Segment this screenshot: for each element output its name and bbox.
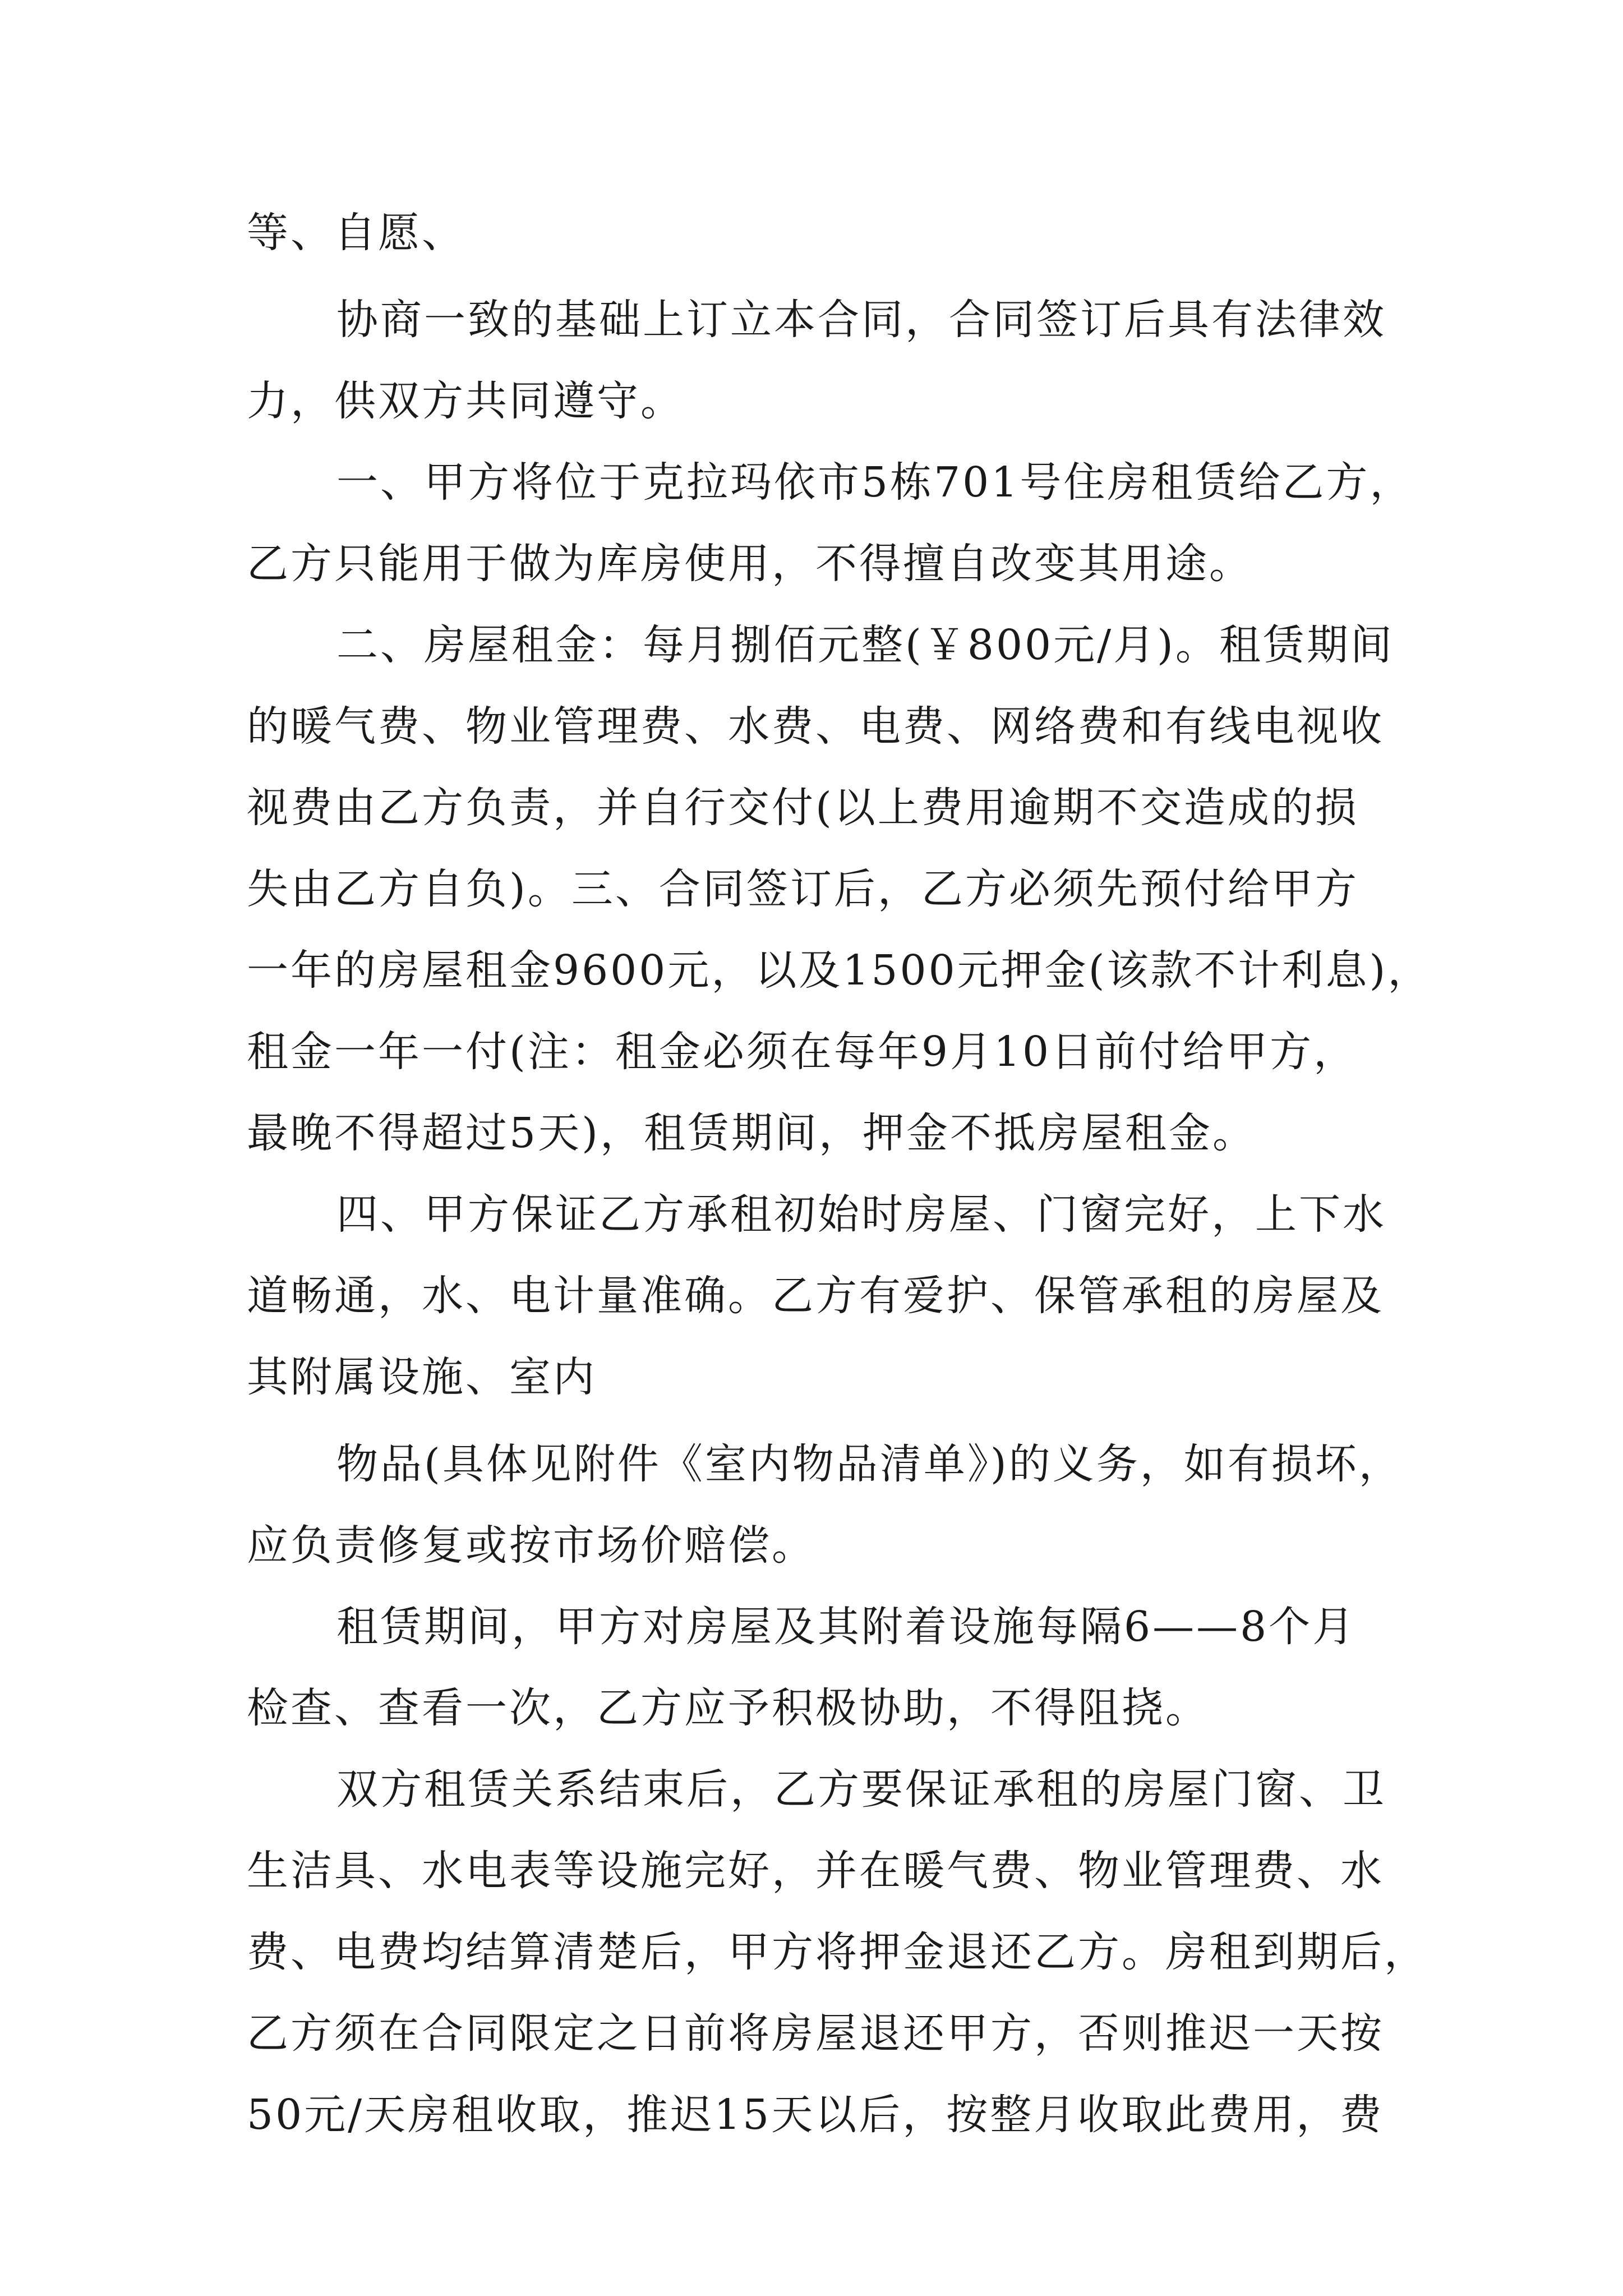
text-line: 二、房屋租金：每月捌佰元整(￥800元/月)。租赁期间: [336, 621, 1394, 669]
text-line: 道畅通，水、电计量准确。乙方有爱护、保管承租的房屋及: [247, 1272, 1384, 1320]
text-line: 50元/天房租收取，推迟15天以后，按整月收取此费用，费: [247, 2091, 1384, 2139]
text-line: 的暖气费、物业管理费、水费、电费、网络费和有线电视收: [247, 702, 1384, 751]
text-line: 一、甲方将位于克拉玛依市5栋701号住房租赁给乙方，: [336, 458, 1414, 507]
text-line: 应负责修复或按市场价赔偿。: [247, 1521, 815, 1570]
text-line: 四、甲方保证乙方承租初始时房屋、门窗完好，上下水: [336, 1190, 1386, 1239]
text-line: 一年的房屋租金9600元，以及1500元押金(该款不计利息)，: [247, 946, 1432, 995]
text-line: 视费由乙方负责，并自行交付(以上费用逾期不交造成的损: [247, 784, 1359, 832]
text-line: 力，供双方共同遵守。: [247, 377, 684, 425]
text-line: 生洁具、水电表等设施完好，并在暖气费、物业管理费、水: [247, 1847, 1384, 1895]
text-line: 乙方须在合同限定之日前将房屋退还甲方，否则推迟一天按: [247, 2009, 1384, 2058]
text-line: 物品(具体见附件《室内物品清单》)的义务，如有损坏，: [336, 1440, 1403, 1488]
text-line: 费、电费均结算清楚后，甲方将押金退还乙方。房租到期后，: [247, 1928, 1428, 1976]
text-line: 乙方只能用于做为库房使用，不得擅自改变其用途。: [247, 540, 1253, 588]
text-line: 其附属设施、室内: [247, 1353, 597, 1401]
text-line: 检查、查看一次，乙方应予积极协助，不得阻挠。: [247, 1684, 1209, 1732]
text-line: 协商一致的基础上订立本合同，合同签订后具有法律效: [336, 296, 1386, 344]
text-line: 等、自愿、: [247, 209, 465, 257]
text-line: 租赁期间，甲方对房屋及其附着设施每隔6——8个月: [336, 1603, 1357, 1651]
text-line: 双方租赁关系结束后，乙方要保证承租的房屋门窗、卫: [336, 1765, 1386, 1814]
text-line: 最晚不得超过5天)，租赁期间，押金不抵房屋租金。: [247, 1109, 1256, 1157]
text-line: 失由乙方自负)。三、合同签订后，乙方必须先预付给甲方: [247, 865, 1359, 913]
text-line: 租金一年一付(注：租金必须在每年9月10日前付给甲方，: [247, 1028, 1358, 1076]
